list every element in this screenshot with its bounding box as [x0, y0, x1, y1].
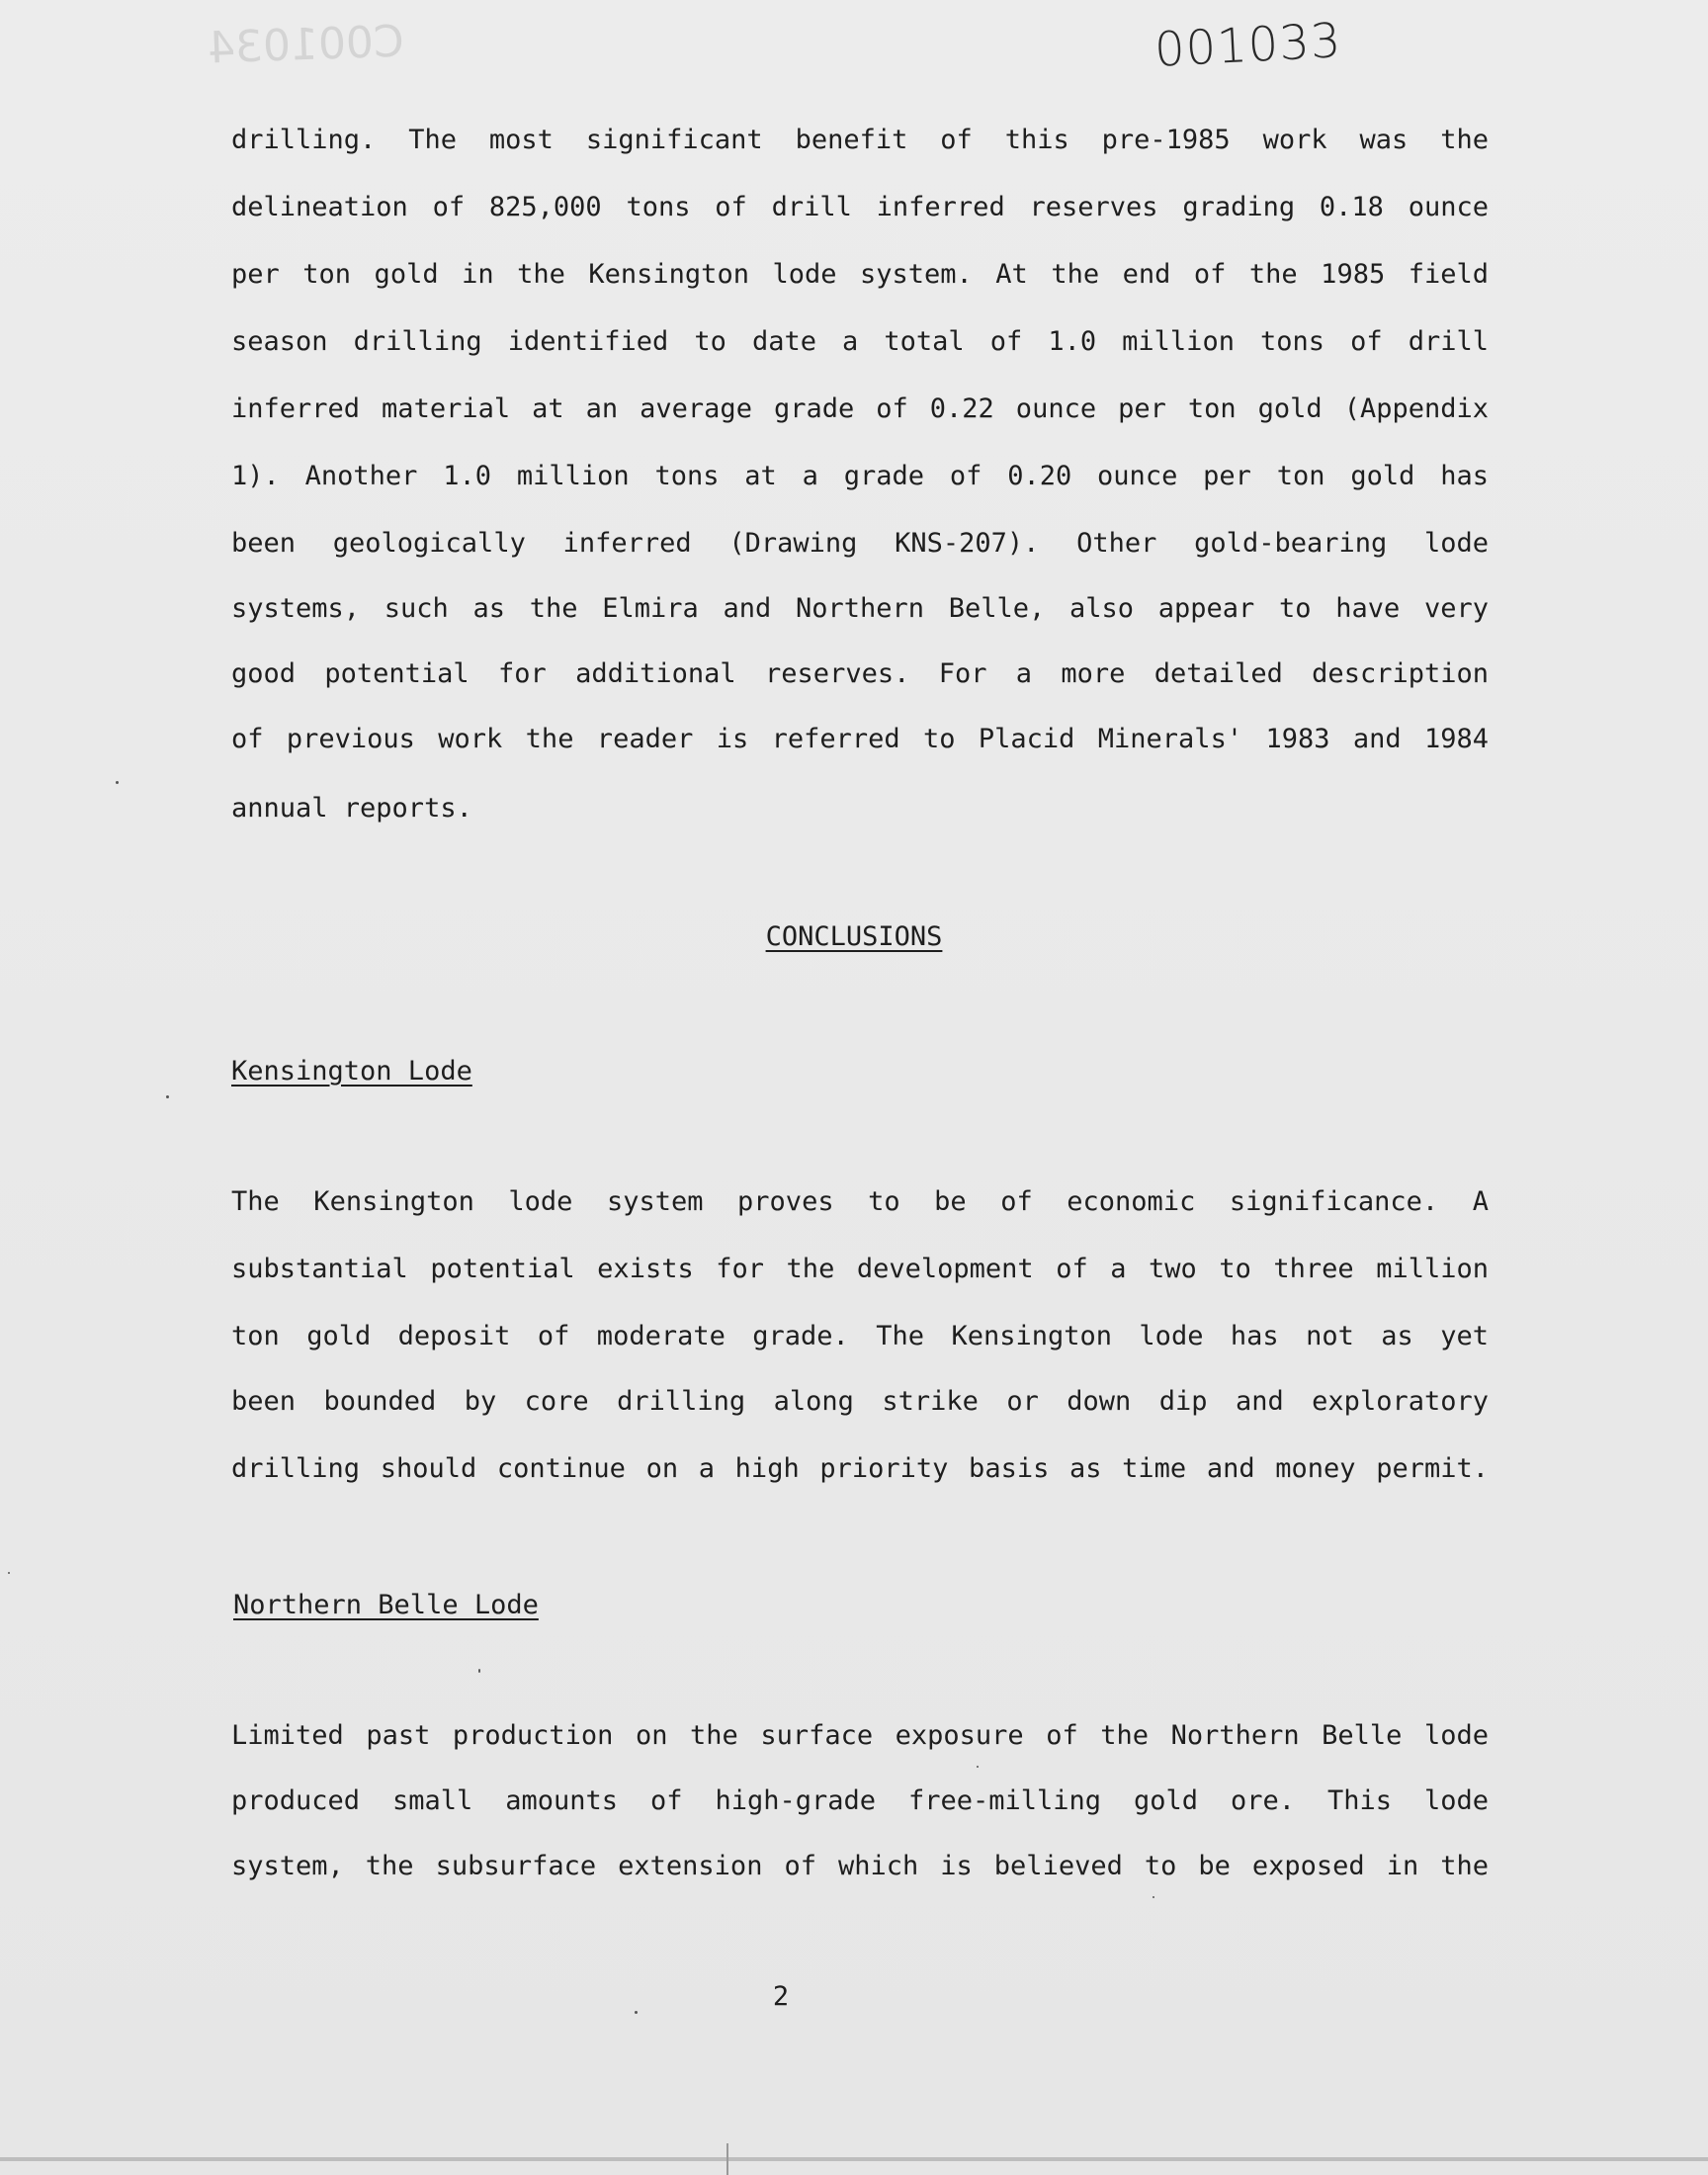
paragraph-line: inferred material at an average grade of 0.22 ounce per ton gold (Appendix: [231, 393, 1489, 424]
paragraph-line: systems, such as the Elmira and Northern Belle, also appear to have very: [231, 593, 1489, 624]
paragraph-line: been bounded by core drilling along strike or down dip and exploratory: [231, 1386, 1489, 1417]
paragraph-line: good potential for additional reserves. For a more detailed description: [231, 658, 1489, 689]
paragraph-line: season drilling identified to date a total of 1.0 million tons of drill: [231, 326, 1489, 357]
paragraph-line: 1). Another 1.0 million tons at a grade of 0.20 ounce per ton gold has: [231, 461, 1489, 491]
section-heading-conclusions: CONCLUSIONS: [765, 921, 943, 952]
paragraph-line: annual reports.: [231, 793, 472, 824]
scan-speck: [635, 2011, 638, 2014]
bleed-through-stamp: C001034: [207, 16, 405, 74]
scan-edge: [0, 2157, 1708, 2161]
paragraph-line: drilling. The most significant benefit of this pre-1985 work was the: [231, 125, 1489, 155]
subheading-northern-belle-lode: Northern Belle Lode: [233, 1590, 539, 1620]
paragraph-line: of previous work the reader is referred to Placid Minerals' 1983 and 1984: [231, 724, 1489, 754]
paragraph-line: The Kensington lode system proves to be of economic significance. A: [231, 1186, 1489, 1217]
paragraph-line: delineation of 825,000 tons of drill inferred reserves grading 0.18 ounce: [231, 192, 1489, 222]
paragraph-line: system, the subsurface extension of which is believed to be exposed in the: [231, 1851, 1489, 1881]
paragraph-line: been geologically inferred (Drawing KNS-207). Other gold-bearing lode: [231, 528, 1489, 559]
scan-speck: [166, 1095, 169, 1098]
scan-speck: [8, 1572, 10, 1574]
scan-speck: [1153, 1896, 1154, 1898]
paragraph-line: Limited past production on the surface exposure of the Northern Belle lode: [231, 1720, 1489, 1751]
paragraph-line: drilling should continue on a high priority basis as time and money permit.: [231, 1453, 1489, 1484]
paragraph-line: produced small amounts of high-grade free-milling gold ore. This lode: [231, 1785, 1489, 1816]
paragraph-line: substantial potential exists for the development of a two to three million: [231, 1254, 1489, 1284]
scan-speck: [977, 1766, 979, 1768]
scan-speck: [116, 781, 119, 784]
subheading-kensington-lode: Kensington Lode: [231, 1056, 472, 1087]
paragraph-line: ton gold deposit of moderate grade. The Kensington lode has not as yet: [231, 1321, 1489, 1351]
document-number-stamp: 001033: [1153, 13, 1343, 78]
paragraph-line: per ton gold in the Kensington lode system. At the end of the 1985 field: [231, 259, 1489, 290]
scan-speck: [478, 1669, 480, 1673]
scan-edge-mark: [726, 2143, 728, 2175]
page-number: 2: [772, 1981, 790, 2012]
